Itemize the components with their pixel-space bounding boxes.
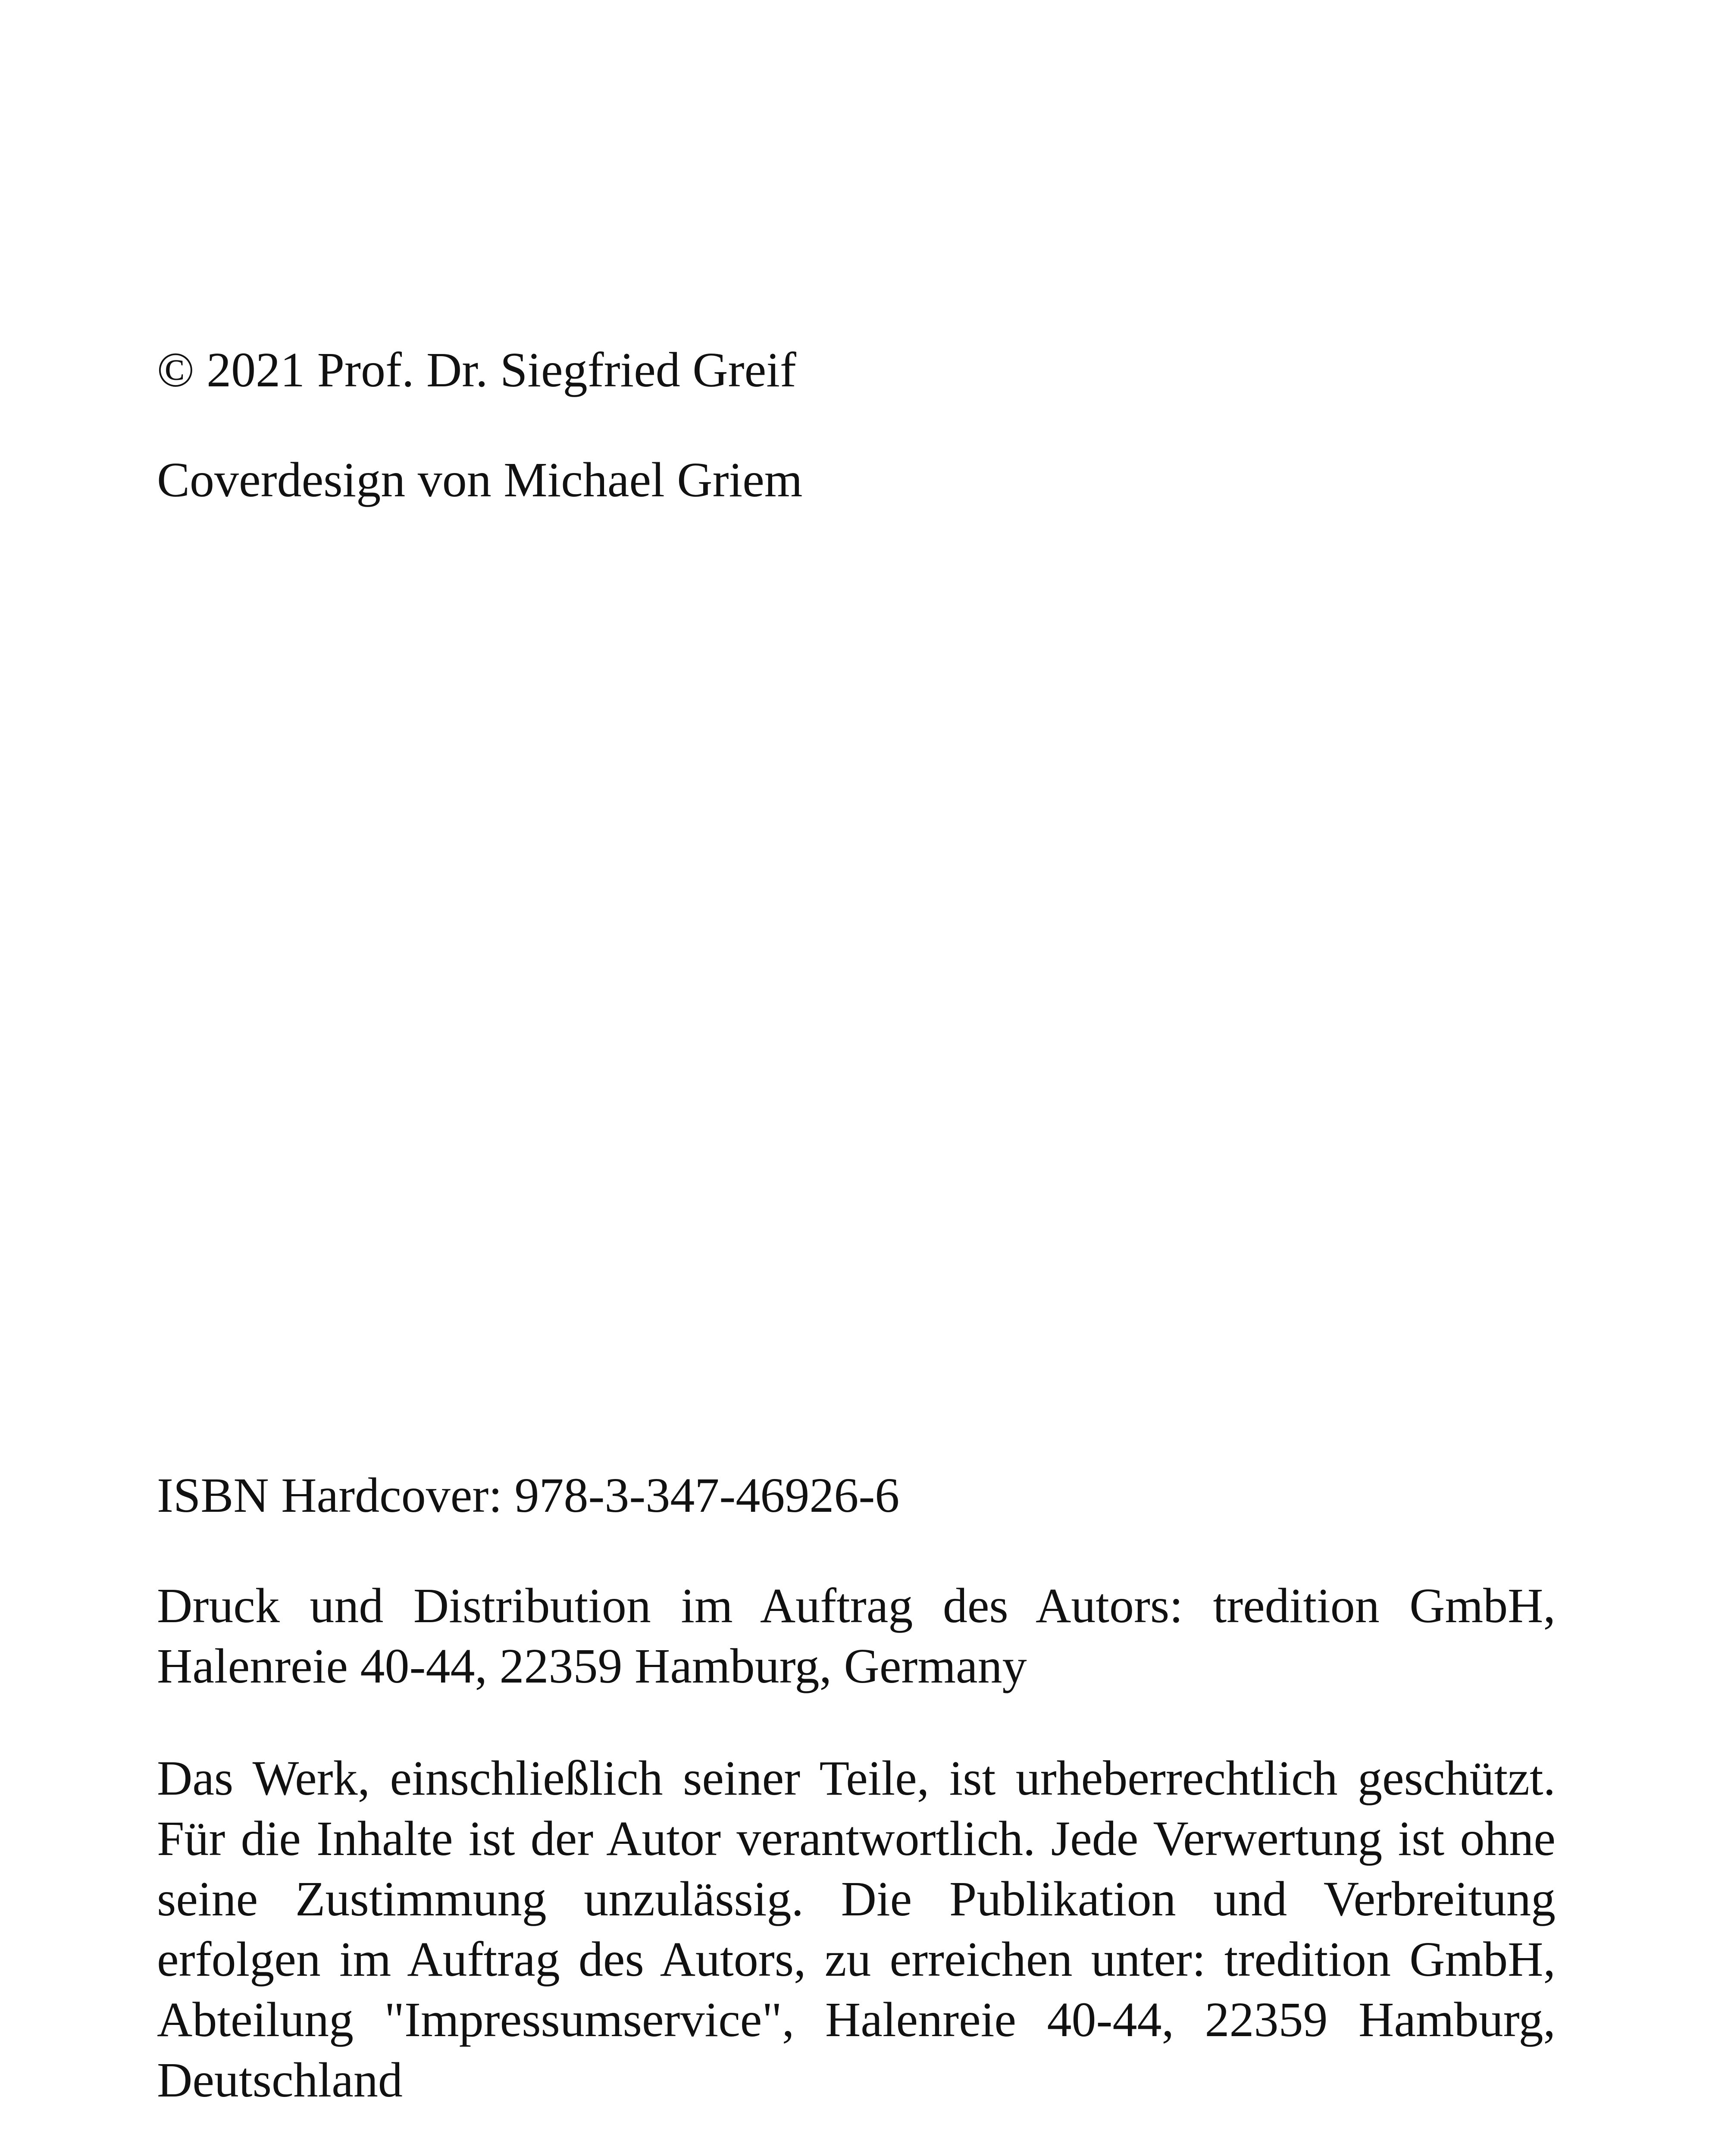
cover-design-credit: Coverdesign von Michael Griem [157,452,803,507]
isbn-line: ISBN Hardcover: 978-3-347-46926-6 [157,1468,900,1523]
printing-distribution-notice: Druck und Distribution im Auftrag des Autors: tredition GmbH, Halenreie 40-44, 22359 Hamburg, Germany [157,1578,1556,1693]
copyright-line: © 2021 Prof. Dr. Siegfried Greif [157,342,796,397]
copyright-legal-notice: Das Werk, einschließlich seiner Teile, ist urheberrechtlich geschützt. Für die Inhalte ist der Autor verantwortlich. Jede Verwertung ist ohne seine Zustimmung unzulässig. Die Publikation und Verbreitung erfolgen im Auftrag des Autors, zu erreichen unter: tredition GmbH, Abteilung "Impressumservice", Halenreie 40-44, 22359 Hamburg, Deutschland [157,1751,1556,2107]
